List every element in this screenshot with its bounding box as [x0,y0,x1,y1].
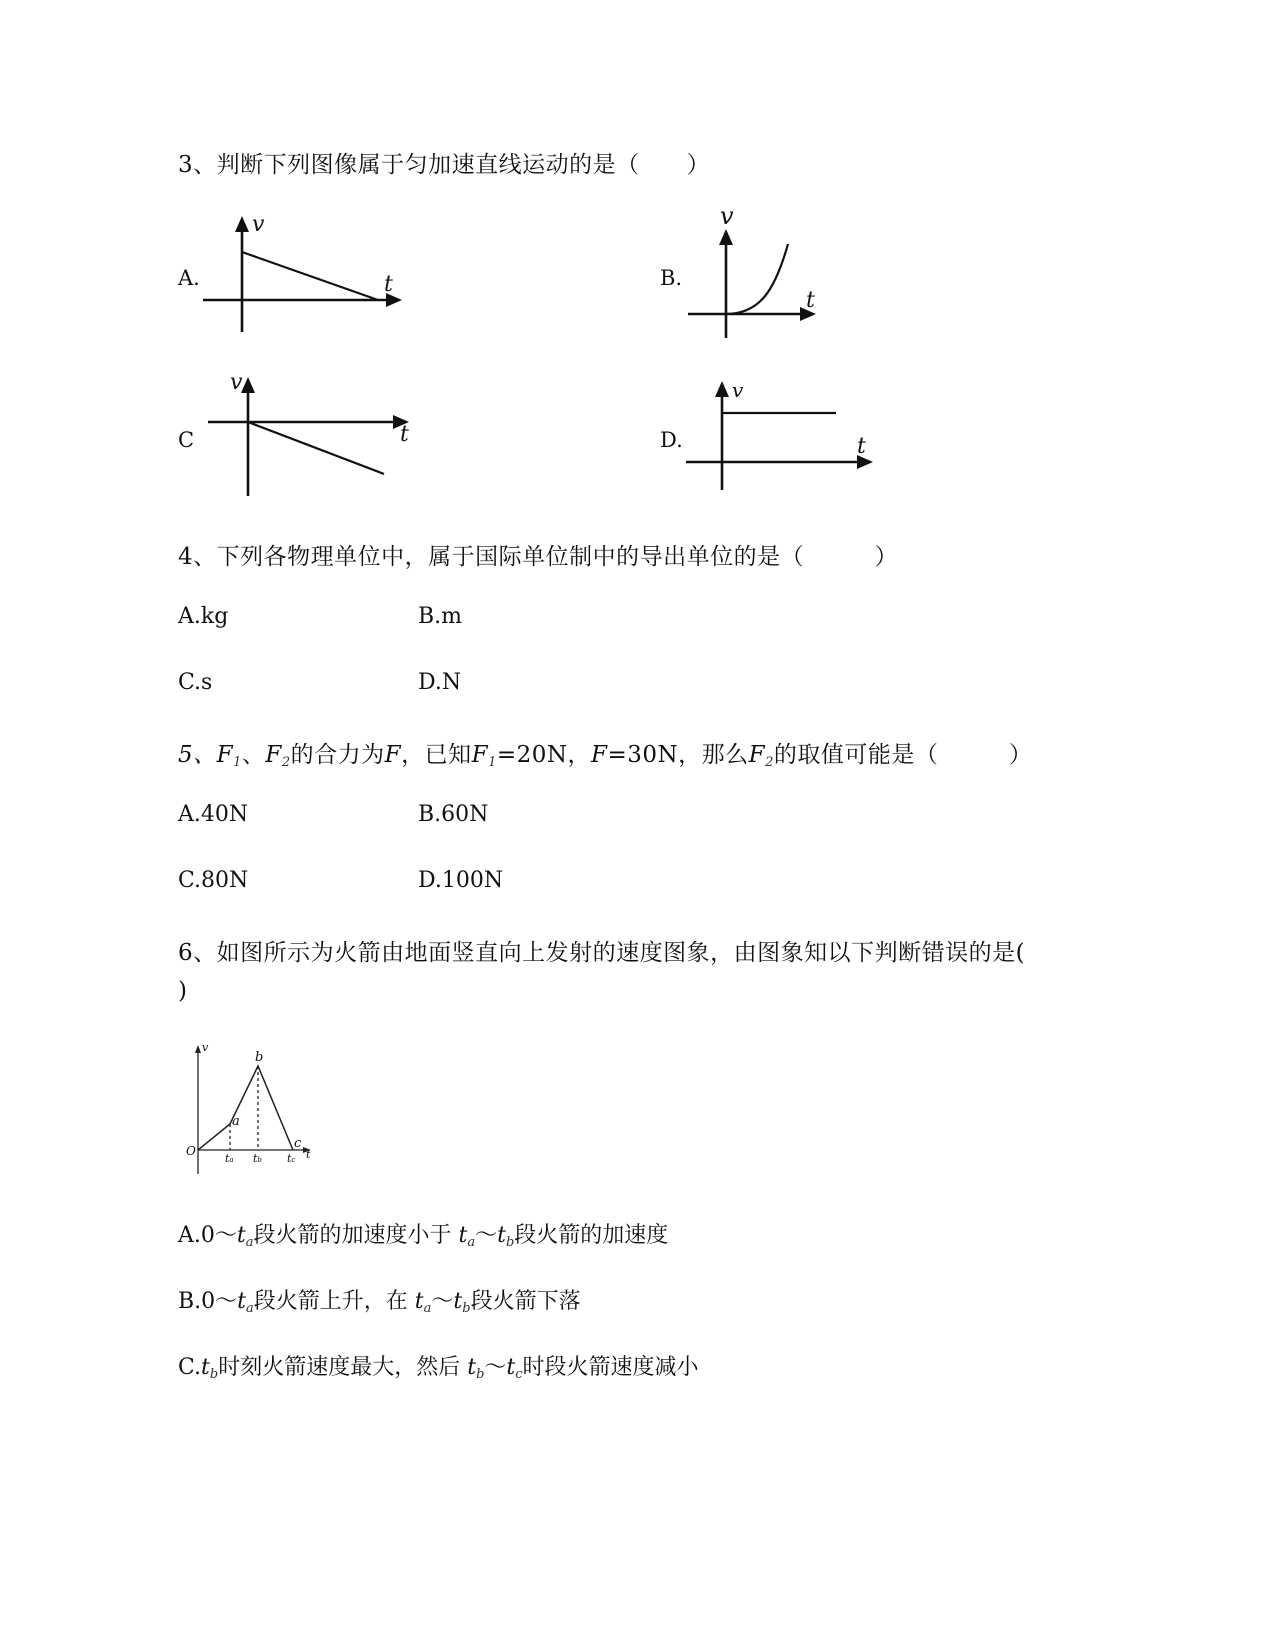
q6-a-mid: 段火箭的加速度小于 [253,1223,459,1248]
q6-c-sub1: b [209,1367,219,1382]
rocket-tc-tick [287,1152,295,1165]
rocket-v-label: v [202,1041,209,1054]
q6-a-sub1: a [245,1235,254,1250]
q6-a-sub2: a [467,1235,476,1250]
graph-a-t-label: t [384,272,393,297]
q6-b-sep: ～ [431,1289,454,1314]
graph-c-v-label: v [230,370,243,395]
q5-text2: ，已知 [401,742,472,768]
rocket-tb-sub: b [257,1156,262,1164]
q3-option-a-label: A. [178,266,200,290]
q5-f1b-sub: 1 [488,755,497,770]
q5-f1b: F [471,742,489,768]
q6-c-sep: ～ [484,1355,507,1380]
rocket-point-a: a [232,1114,240,1129]
rocket-point-b: b [255,1050,264,1065]
q5-text3: =20N， [496,742,592,768]
q6-c-sub3: c [515,1367,523,1382]
q6-stem-line1: 6、如图所示为火箭由地面竖直向上发射的速度图象，由图象知以下判断错误的是( [178,940,1026,966]
q6-option-a [178,1218,668,1250]
q5-f2b: F [748,742,766,768]
q4-option-a: A.kg [178,604,229,629]
q6-c-suffix: 时段火箭速度减小 [522,1355,699,1380]
q3-stem: 3、判断下列图像属于匀加速直线运动的是（ ） [178,152,711,178]
q6-b-mid: 段火箭上升，在 [253,1289,415,1314]
q6-c-prefix: C. [178,1355,202,1380]
graph-c-t-label: t [400,422,409,447]
q5-f2b-sub: 2 [765,755,774,770]
rocket-v-arrow [195,1045,201,1053]
q5-option-b: B.60N [418,802,489,827]
q5-sep: 、 [241,742,266,768]
q6-a-prefix: A.0～ [178,1223,237,1248]
graph-d-t-label: t [857,434,866,459]
rocket-origin-label: O [186,1144,196,1158]
q6-a-t2: t [458,1223,468,1248]
q4-stem: 4、下列各物理单位中，属于国际单位制中的导出单位的是（ ） [178,544,899,570]
q3-option-b-label: B. [660,266,683,290]
rocket-t-label: t [306,1148,311,1161]
graph-d-v-label: v [732,378,744,402]
q5-f2-sub: 2 [281,755,291,770]
rocket-tb-t: t [253,1152,258,1165]
q6-c-t2: t [467,1355,477,1380]
q5-f: F [384,742,402,768]
rocket-ta-t: t [225,1152,230,1165]
q6-a-sep: ～ [475,1223,498,1248]
q6-c-t1: t [201,1355,210,1380]
q6-a-suffix: 段火箭的加速度 [514,1223,669,1248]
rocket-ta-tick [225,1152,234,1165]
rocket-velocity-line [198,1066,293,1150]
graph-a-v-label: v [252,212,265,237]
q6-b-t2: t [414,1289,424,1314]
q5-f1: F [216,742,234,768]
q6-b-suffix: 段火箭下落 [470,1289,581,1314]
q5-text1: 的合力为 [290,742,385,768]
q6-option-c [178,1350,699,1382]
q5-fb: F [591,742,608,768]
q5-option-d: D.100N [418,868,504,893]
graph-b-v-label: v [720,202,734,230]
q6-a-t3: t [497,1223,506,1248]
q6-b-prefix: B.0～ [178,1289,238,1314]
q5-text4: =30N，那么 [607,742,749,768]
q5-f1-sub: 1 [233,755,242,770]
q4-option-b: B.m [418,604,463,629]
q3-option-d-label: D. [660,428,683,452]
rocket-tc-sub: c [291,1156,296,1164]
q6-a-sub3: b [505,1235,515,1250]
q4-option-d: D.N [418,670,462,695]
rocket-tc-t: t [287,1152,292,1165]
q6-b-t3: t [453,1289,463,1314]
q5-number: 5、 [178,742,217,768]
q6-c-mid: 时刻火箭速度最大，然后 [218,1355,468,1380]
q3-option-c-label: C [178,428,195,452]
rocket-ta-sub: a [229,1156,234,1164]
rocket-tb-tick [253,1152,262,1165]
q4-option-c: C.s [178,670,213,695]
q5-option-c: C.80N [178,868,249,893]
q5-option-a: A.40N [178,802,249,827]
rocket-point-c: c [294,1136,302,1151]
q5-text5: 的取值可能是（ ） [773,742,1033,768]
q6-c-sub2: b [476,1367,485,1382]
q6-stem-line2: ) [178,978,188,1004]
graph-b-t-label: t [806,288,815,313]
q6-b-sub3: b [462,1301,471,1316]
q6-a-t1: t [236,1223,246,1248]
q6-b-t1: t [237,1289,247,1314]
q6-option-b [178,1284,581,1316]
q6-b-sub1: a [246,1301,254,1316]
q6-c-t3: t [506,1355,516,1380]
q6-b-sub2: a [423,1301,432,1316]
q5-f2: F [265,742,282,768]
